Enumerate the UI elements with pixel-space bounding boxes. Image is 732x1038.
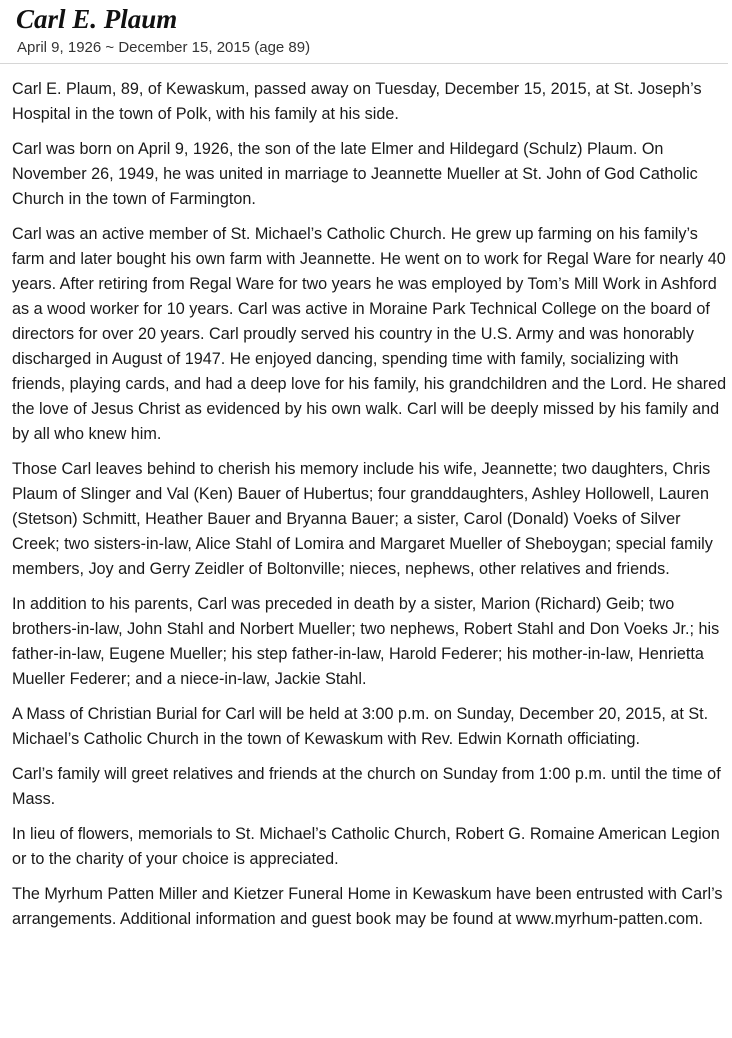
paragraph-mass-details: A Mass of Christian Burial for Carl will be held at 3:00 p.m. on Sunday, December 20, 2015, at St. Michael’s Catholic Church in the town of Kewaskum with Rev. Edwin Kornath officiating. (12, 705, 709, 748)
paragraph-death-notice: Carl E. Plaum, 89, of Kewaskum, passed away on Tuesday, December 15, 2015, at St. Joseph’s Hospital in the town of Polk, with his family at his side. (12, 80, 702, 123)
obituary-title: Carl E. Plaum (16, 4, 178, 34)
paragraph-preceded-in-death: In addition to his parents, Carl was preceded in death by a sister, Marion (Richard) Geib; two brothers-in-law, John Stahl and Norbert Mueller; two nephews, Robert Stahl and Don Voeks Jr.; his father-in-law, Eugene Mueller; his step father-in-law, Harold Federer; his mother-in-law, Henrietta Mueller Federer; and a niece-in-law, Jackie Stahl. (12, 595, 720, 688)
life-dates: April 9, 1926 ~ December 15, 2015 (age 89) (17, 39, 311, 56)
paragraph-funeral-home: The Myrhum Patten Miller and Kietzer Funeral Home in Kewaskum have been entrusted with Carl’s arrangements. Additional information and guest book may be found at www.myrhum-patten.com. (12, 885, 723, 928)
paragraph-visitation: Carl’s family will greet relatives and friends at the church on Sunday from 1:00 p.m. until the time of Mass. (12, 765, 721, 808)
obituary-body (12, 77, 728, 942)
paragraph-survivors: Those Carl leaves behind to cherish his memory include his wife, Jeannette; two daughters, Chris Plaum of Slinger and Val (Ken) Bauer of Hubertus; four granddaughters, Ashley Hollowell, Lauren (Stetson) Schmitt, Heather Bauer and Bryanna Bauer; a sister, Carol (Donald) Voeks of Silver Creek; two sisters-in-law, Alice Stahl of Lomira and Margaret Mueller of Sheboygan; special family members, Joy and Gerry Zeidler of Boltonville; nieces, nephews, other relatives and friends. (12, 460, 713, 578)
paragraph-memorials: In lieu of flowers, memorials to St. Michael’s Catholic Church, Robert G. Romaine American Legion or to the charity of your choice is appreciated. (12, 825, 720, 868)
obituary-header (0, 0, 728, 64)
paragraph-life-story: Carl was an active member of St. Michael’s Catholic Church. He grew up farming on his family’s farm and later bought his own farm with Jeannette. He went on to work for Regal Ware for nearly 40 years. After retiring from Regal Ware for two years he was employed by Tom’s Mill Work in Ashford as a wood worker for 10 years. Carl was active in Moraine Park Technical College on the board of directors for over 20 years. Carl proudly served his country in the U.S. Army and was honorably discharged in August of 1947. He enjoyed dancing, spending time with family, socializing with friends, playing cards, and had a deep love for his family, his grandchildren and the Lord. He shared the love of Jesus Christ as evidenced by his own walk. Carl will be deeply missed by his family and by all who knew him. (12, 225, 727, 443)
paragraph-birth-marriage: Carl was born on April 9, 1926, the son of the late Elmer and Hildegard (Schulz) Plaum. On November 26, 1949, he was united in marriage to Jeannette Mueller at St. John of God Catholic Church in the town of Farmington. (12, 140, 698, 208)
